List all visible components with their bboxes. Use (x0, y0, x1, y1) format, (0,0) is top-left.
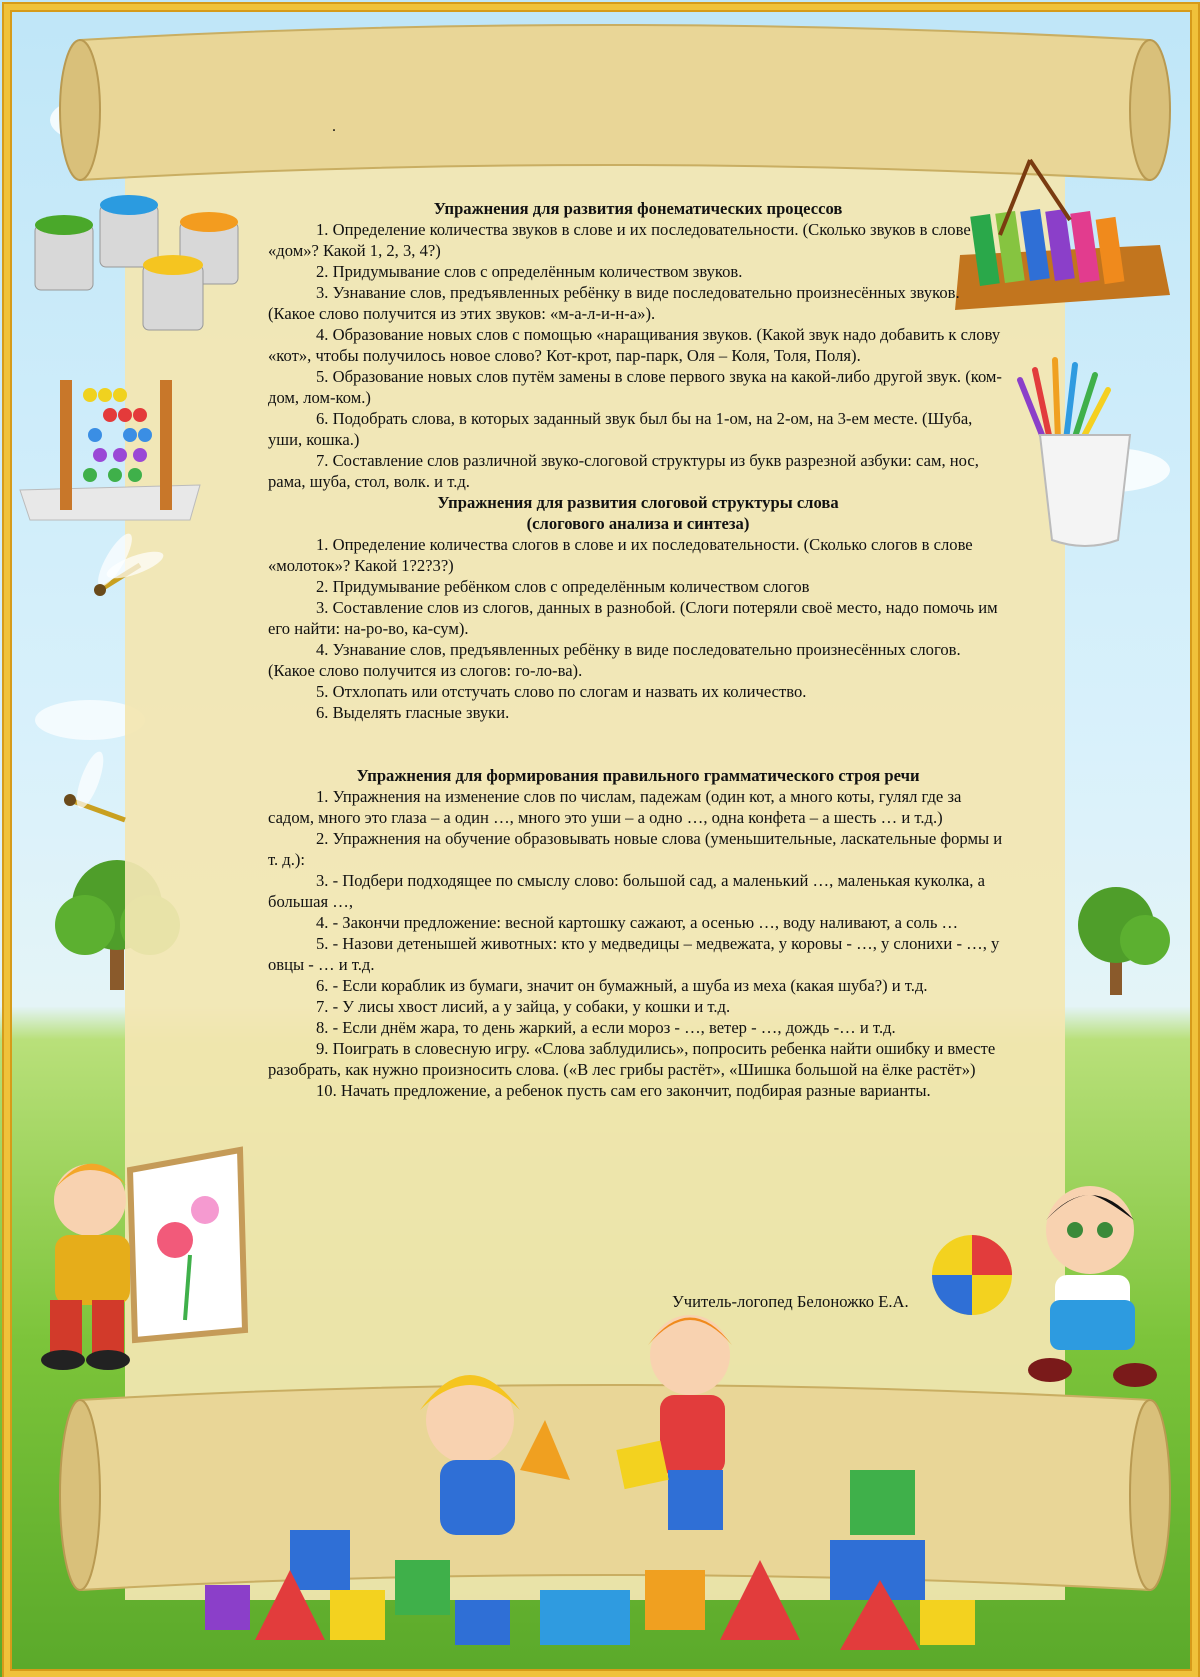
section3-item-5: 5. - Назови детенышей животных: кто у медведицы – медвежата, у коровы - …, у слонихи - …, у овцы - … и т.д. (268, 934, 1000, 974)
scroll-text (268, 198, 1008, 1101)
section3-item-8: 8. - Если днём жара, то день жаркий, а если мороз - …, ветер - …, дождь -… и т.д. (316, 1018, 896, 1037)
section1-item-1: 1. Определение количества звуков в слове и их последовательности. (Сколько звуков в слове «дом»? Какой 1, 2, 3, 4?) (268, 220, 971, 260)
section2-item-4: 4. Узнавание слов, предъявленных ребёнку в виде последовательно произнесённых слогов. (Какое слово получится из слогов: го-ло-ва). (268, 640, 961, 680)
dragonfly-icon (64, 749, 125, 820)
section2-item-5: 5. Отхлопать или отстучать слово по слогам и назвать их количество. (316, 682, 807, 701)
section2-item-1: 1. Определение количества слогов в слове и их последовательности. (Сколько слогов в слове «молоток»? Какой 1?2?3?) (268, 535, 973, 575)
section2-subtitle: (слогового анализа и синтеза) (526, 514, 750, 533)
section1-item-3: 3. Узнавание слов, предъявленных ребёнку в виде последовательно произнесённых звуков. (Какое слово получится из этих звуков: «м-а-л-и-н-а»). (268, 283, 960, 323)
section3-item-3: 3. - Подбери подходящее по смыслу слово: большой сад, а маленький …, маленькая куколка, а большая …, (268, 871, 985, 911)
section1-item-7: 7. Составление слов различной звуко-слоговой структуры из букв разрезной азбуки: сам, нос, рама, шуба, стол, волк. и т.д. (268, 451, 979, 491)
section1-item-5: 5. Образование новых слов путём замены в слове первого звука на какой-либо другой звук. (ком-дом, лом-ком.) (268, 367, 1002, 407)
section3-item-9: 9. Поиграть в словесную игру. «Слова заблудились», попросить ребенка найти ошибку и вместе разобрать, как нужно произносить слова. («В лес грибы растёт», «Шишка большой на ёлке растёт») (268, 1039, 996, 1079)
section3-title: Упражнения для формирования правильного грамматического строя речи (356, 766, 920, 785)
section3-item-2: 2. Упражнения на обучение образовывать новые слова (уменьшительные, ласкательные формы и т. д.): (268, 829, 1003, 869)
stray-dot: . (332, 118, 336, 135)
section3-item-4: 4. - Закончи предложение: весной картошку сажают, а осенью …, воду наливают, а соль … (316, 913, 959, 932)
spacer (268, 723, 1008, 765)
section2-title: Упражнения для развития слоговой структуры слова (437, 493, 839, 512)
section3-item-1: 1. Упражнения на изменение слов по числам, падежам (один кот, а много коты, гулял где за садом, много это глаза – а один …, много это уши – а одно …, одна конфета – а шесть … и т.д.) (268, 787, 962, 827)
tree-icon (1078, 887, 1170, 995)
section2-item-6: 6. Выделять гласные звуки. (316, 703, 510, 722)
section3-item-7: 7. - У лисы хвост лисий, а у зайца, у собаки, у кошки и т.д. (316, 997, 731, 1016)
signature: Учитель-логопед Белоножко Е.А. (672, 1292, 909, 1311)
section1-item-4: 4. Образование новых слов с помощью «наращивания звуков. (Какой звук надо добавить к слову «кот», чтобы получилось новое слово? Кот-крот, пар-парк, Оля – Коля, Толя, Поля). (268, 325, 1001, 365)
section1-item-2: 2. Придумывание слов с определённым количеством звуков. (316, 262, 743, 281)
section2-item-2: 2. Придумывание ребёнком слов с определённым количеством слогов (316, 577, 810, 596)
section2-item-3: 3. Составление слов из слогов, данных в разнобой. (Слоги потеряли своё место, надо помочь им его найти: на-ро-во, ка-сум). (268, 598, 998, 638)
section3-item-10: 10. Начать предложение, а ребенок пусть сам его закончит, подбирая разные варианты. (316, 1081, 931, 1100)
section3-item-6: 6. - Если кораблик из бумаги, значит он бумажный, а шуба из меха (какая шуба?) и т.д. (316, 976, 928, 995)
section1-item-6: 6. Подобрать слова, в которых заданный звук был бы на 1-ом, на 2-ом, на 3-ем месте. (Шуба, уши, кошка.) (268, 409, 973, 449)
section1-title: Упражнения для развития фонематических процессов (433, 199, 843, 218)
